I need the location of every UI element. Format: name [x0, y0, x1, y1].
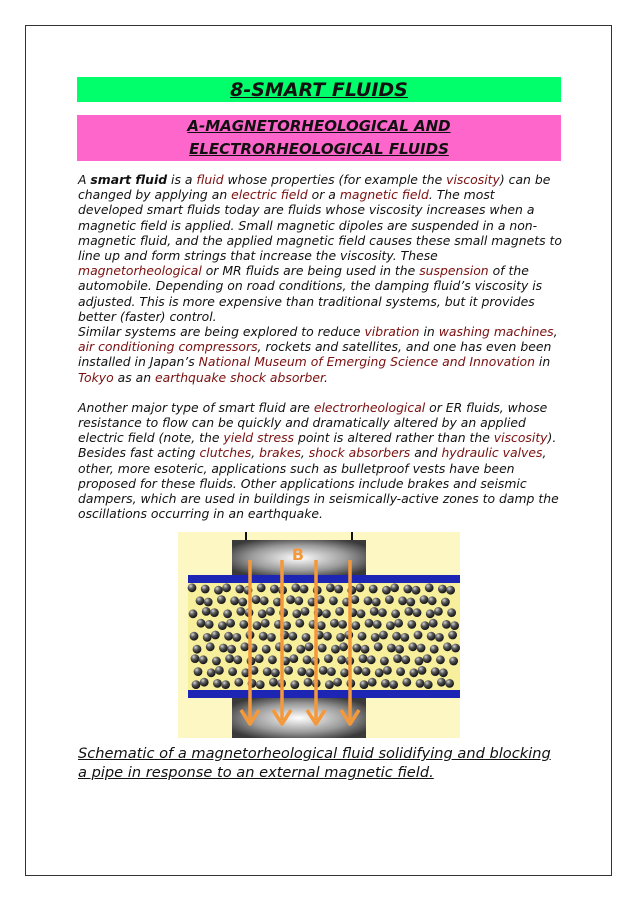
link-tokyo[interactable]: Tokyo	[78, 369, 114, 385]
magnetic-particle	[353, 666, 362, 675]
magnetic-particle	[333, 678, 342, 687]
magnetic-particle	[215, 666, 224, 675]
magnetic-particle	[340, 668, 349, 677]
link-clutches[interactable]: clutches	[199, 445, 252, 461]
magnetic-particle	[271, 668, 280, 677]
link-brakes[interactable]: brakes	[259, 445, 301, 461]
magnetic-particle	[395, 645, 404, 654]
magnetic-particle	[373, 620, 382, 629]
magnetic-particle	[426, 609, 435, 618]
magnetic-particle	[381, 679, 390, 688]
magnetic-particle	[387, 644, 396, 653]
magnetic-particle	[396, 667, 405, 676]
magnetic-particle	[359, 654, 368, 663]
magnetic-particle	[199, 655, 208, 664]
magnetic-particle	[364, 596, 373, 605]
link-suspension[interactable]: suspension	[419, 263, 489, 279]
magnetic-particle	[371, 633, 380, 642]
magnetic-particle	[337, 655, 346, 664]
magnetic-particle	[424, 680, 433, 689]
text-run: .	[323, 369, 328, 385]
magnetic-particle	[213, 679, 222, 688]
magnetic-particle	[372, 598, 381, 607]
magnetic-particle	[401, 655, 410, 664]
schematic-svg	[178, 532, 460, 738]
magnetic-particle	[225, 654, 234, 663]
magnetic-particle	[431, 667, 440, 676]
magnetic-particle	[327, 667, 336, 676]
text-run: ,	[300, 445, 309, 461]
magnetic-particle	[430, 645, 439, 654]
magnetic-particle	[283, 644, 292, 653]
magnetic-particle	[305, 642, 314, 651]
magnetic-particle	[257, 583, 266, 592]
magnetic-particle	[284, 666, 293, 675]
magnetic-particle	[288, 632, 297, 641]
text-run: point is altered rather than the	[294, 430, 494, 446]
link-air-conditioning-compressors[interactable]: air conditioning compressors	[78, 339, 258, 355]
magnetic-particle	[302, 633, 311, 642]
text-run: , other, more esoteric, applications such as bulletproof vests have been proposed for these fluids. Other applications include brakes and seismic dampers, which are used in buildings in seismically-active zones to damp the oscillations occurring in an earthquake.	[78, 445, 559, 522]
link-shock-absorbers[interactable]: shock absorbers	[308, 445, 411, 461]
link-hydraulic-valves[interactable]: hydraulic valves	[441, 445, 543, 461]
text-run: or MR fluids are being used in the	[201, 263, 420, 279]
magnetic-particle	[202, 607, 211, 616]
magnetic-particle	[201, 585, 210, 594]
text-run: Similar systems are being explored to reduce	[78, 324, 365, 340]
magnetic-particle	[233, 655, 242, 664]
magnetic-particle	[390, 583, 399, 592]
magnetic-particle	[391, 609, 400, 618]
section-subtitle-line2: ELECTRORHEOLOGICAL FLUIDS	[189, 140, 449, 158]
magnetic-particle	[190, 632, 199, 641]
magnetic-particle	[219, 644, 228, 653]
magnetic-particle	[398, 596, 407, 605]
magnetic-particle	[446, 586, 455, 595]
magnetic-particle	[442, 620, 451, 629]
magnetic-particle	[409, 668, 418, 677]
magnetic-particle	[261, 619, 270, 628]
body-text	[78, 172, 562, 521]
magnetic-particle	[361, 645, 370, 654]
text-run: in	[534, 354, 551, 370]
magnetic-particle	[439, 668, 448, 677]
magnetic-particle	[365, 619, 374, 628]
text-run: ) can be changed by applying an	[78, 172, 551, 203]
magnetic-particle	[236, 607, 245, 616]
magnetic-particle	[260, 596, 269, 605]
magnetic-particle	[295, 619, 304, 628]
magnetic-particle	[205, 620, 214, 629]
magnetic-particle	[382, 586, 391, 595]
link-fluid[interactable]: fluid	[196, 172, 224, 187]
magnetic-particle	[445, 679, 454, 688]
magnetic-particle	[441, 598, 450, 607]
magnetic-particle	[357, 609, 366, 618]
magnetic-particle	[324, 654, 333, 663]
magnetic-particle	[451, 644, 460, 653]
magnetic-particle	[210, 608, 219, 617]
magnetic-particle	[222, 583, 231, 592]
magnetic-particle	[362, 667, 371, 676]
magnetic-particle	[192, 680, 201, 689]
link-viscosity[interactable]: viscosity	[446, 172, 500, 187]
magnetic-particle	[351, 621, 360, 630]
magnetic-particle	[306, 668, 315, 677]
magnetic-particle	[206, 642, 215, 651]
magnetic-particle	[294, 596, 303, 605]
text-run: is a	[167, 172, 197, 187]
magnetic-particle	[259, 632, 268, 641]
magnetic-particle	[331, 645, 340, 654]
magnetic-particle	[338, 620, 347, 629]
magnetic-particle	[447, 608, 456, 617]
paragraph-applications	[78, 324, 562, 385]
magnetic-particle	[269, 678, 278, 687]
magnetic-particle	[289, 654, 298, 663]
magnetic-particle	[221, 680, 230, 689]
magnetic-particle	[330, 619, 339, 628]
magnetic-particle	[226, 619, 235, 628]
magnetic-particle	[267, 633, 276, 642]
magnetic-particle	[339, 642, 348, 651]
text-run: as an	[113, 369, 156, 385]
magnetic-particle	[197, 619, 206, 628]
magnetic-particle	[323, 632, 332, 641]
link-electrorheological[interactable]: electrorheological	[313, 399, 426, 415]
page-title-text: 8-SMART FLUIDS	[230, 79, 408, 101]
magnetic-particle	[304, 678, 313, 687]
text-run: or a	[307, 187, 340, 203]
magnetic-particle	[235, 585, 244, 594]
magnetic-particle	[266, 607, 275, 616]
magnetic-particle	[318, 644, 327, 653]
magnetic-particle	[256, 680, 265, 689]
magnetic-particle	[227, 645, 236, 654]
magnetic-particle	[262, 645, 271, 654]
magnetic-particle	[393, 654, 402, 663]
magnetic-particle	[194, 667, 203, 676]
magnetic-particle	[402, 678, 411, 687]
magnetic-particle	[335, 607, 344, 616]
magnetic-particle	[196, 596, 205, 605]
link-earthquake-shock-absorber[interactable]: earthquake shock absorber	[155, 369, 324, 385]
magnetic-particle	[240, 642, 249, 651]
magnetic-particle	[369, 585, 378, 594]
magnetic-particle	[403, 585, 412, 594]
magnetic-particle	[263, 667, 272, 676]
magnetic-particle	[427, 632, 436, 641]
magnetic-particle	[301, 607, 310, 616]
magnetic-particle	[374, 642, 383, 651]
magnetic-particle	[394, 619, 403, 628]
magnetic-particle	[415, 657, 424, 666]
field-label: B	[291, 545, 305, 564]
magnetic-particle	[370, 607, 379, 616]
link-museum[interactable]: National Museum of Emerging Science and Innovation	[198, 354, 535, 370]
magnetic-particle	[228, 667, 237, 676]
figure-caption: Schematic of a magnetorheological fluid solidifying and blocking a pipe in response to an external magnetic field.	[78, 745, 551, 781]
magnetic-particle	[191, 654, 200, 663]
magnetic-particle	[203, 633, 212, 642]
magnetic-particle	[290, 680, 299, 689]
text-run: A	[78, 172, 91, 187]
magnetic-particle	[239, 620, 248, 629]
magnetic-particle	[435, 633, 444, 642]
magnetic-particle	[193, 645, 202, 654]
magnetic-particle	[252, 595, 261, 604]
text-run: in	[419, 324, 439, 340]
link-viscosity-2[interactable]: viscosity	[493, 430, 548, 446]
magnetic-particle	[400, 633, 409, 642]
magnetic-particle	[356, 583, 365, 592]
magnetic-particle	[224, 632, 233, 641]
link-magnetorheological[interactable]: magnetorheological	[78, 263, 202, 279]
magnetic-particle	[329, 596, 338, 605]
magnetic-particle	[352, 644, 361, 653]
magnetic-particle	[383, 666, 392, 675]
magnetic-particle	[270, 585, 279, 594]
magnetic-particle	[286, 595, 295, 604]
paragraph-er-fluids	[78, 400, 562, 522]
text-run: whose properties (for example the	[223, 172, 447, 187]
magnetic-particle	[428, 596, 437, 605]
magnetic-particle	[211, 631, 220, 640]
magnetic-particle	[334, 585, 343, 594]
magnetic-particle	[300, 585, 309, 594]
magnetic-particle	[408, 642, 417, 651]
magnetic-particle	[420, 595, 429, 604]
magnetic-particle	[448, 631, 457, 640]
magnetic-particle	[436, 655, 445, 664]
magnetic-particle	[207, 668, 216, 677]
magnetic-particle	[379, 631, 388, 640]
magnetic-particle	[418, 666, 427, 675]
magnetic-particle	[449, 657, 458, 666]
link-washing-machines[interactable]: washing machines	[438, 324, 554, 340]
magnetic-particle	[296, 645, 305, 654]
magnetic-particle	[386, 621, 395, 630]
mr-fluid-schematic	[178, 532, 460, 738]
text-run: and	[410, 445, 442, 461]
magnetic-particle	[380, 657, 389, 666]
magnetic-particle	[429, 619, 438, 628]
magnetic-particle	[319, 666, 328, 675]
magnetic-particle	[317, 621, 326, 630]
magnetic-particle	[238, 598, 247, 607]
magnetic-particle	[385, 595, 394, 604]
magnetic-particle	[291, 583, 300, 592]
link-vibration[interactable]: vibration	[364, 324, 420, 340]
magnetic-particle	[212, 657, 221, 666]
link-yield-stress[interactable]: yield stress	[223, 430, 295, 446]
magnetic-particle	[217, 595, 226, 604]
pipe-wall-top	[188, 575, 460, 583]
section-subtitle-line1: A-MAGNETORHEOLOGICAL AND	[187, 117, 451, 135]
magnetic-particle	[404, 607, 413, 616]
text-run: . The most developed smart fluids today are fluids whose viscosity increases when a magnetic field is applied. Small magnetic dipoles are suspended in a non-magnetic fluid, and the applied magnetic field causes these small magnets to line up and form strings that increase the viscosity. These	[78, 187, 562, 264]
link-electric-field[interactable]: electric field	[231, 187, 308, 203]
magnetic-particle	[268, 655, 277, 664]
magnetic-particle	[416, 679, 425, 688]
magnetic-particle	[218, 621, 227, 630]
magnetic-particle	[392, 632, 401, 641]
magnetic-particle	[204, 598, 213, 607]
magnetic-particle	[375, 668, 384, 677]
magnetic-particle	[378, 608, 387, 617]
text-run: , rockets and satellites, and one has even been installed in Japan’s	[78, 339, 552, 370]
magnetic-particle	[255, 654, 264, 663]
text-run: ,	[251, 445, 260, 461]
magnetic-particle	[230, 596, 239, 605]
text-run: ). Besides fast acting	[78, 430, 557, 461]
magnetic-particle	[368, 678, 377, 687]
magnetic-particle	[450, 621, 459, 630]
text-run: or ER fluids, whose resistance to flow can be quickly and dramatically altered by an applied electric field (note, the	[78, 399, 548, 446]
magnetic-particle	[389, 680, 398, 689]
magnetic-particle	[437, 678, 446, 687]
magnetic-particle	[438, 585, 447, 594]
magnetic-particle	[367, 655, 376, 664]
magnetic-particle	[325, 680, 334, 689]
magnetic-particle	[407, 620, 416, 629]
magnetic-particle	[292, 609, 301, 618]
magnetic-particle	[303, 655, 312, 664]
magnetic-particle	[423, 654, 432, 663]
bold-term: smart fluid	[90, 172, 168, 187]
magnetic-particle	[412, 586, 421, 595]
magnetic-particle	[322, 609, 331, 618]
magnetic-particle	[417, 644, 426, 653]
text-run: of the automobile. Depending on road conditions, the damping fluid’s viscosity is adjusted. This is more expensive than traditional systems, but it provides better (faster) control.	[78, 263, 543, 324]
magnetic-particle	[188, 583, 197, 592]
magnetic-particle	[326, 583, 335, 592]
magnetic-particle	[425, 583, 434, 592]
magnetic-particle	[358, 632, 367, 641]
magnetic-particle	[258, 609, 267, 618]
text-run: Another major type of smart fluid are	[78, 399, 314, 415]
page-title	[77, 77, 561, 102]
magnetic-particle	[360, 680, 369, 689]
text-run: ,	[553, 324, 558, 340]
magnetic-particle	[443, 642, 452, 651]
magnetic-particle	[297, 667, 306, 676]
magnetic-particle	[414, 631, 423, 640]
magnetic-particle	[253, 621, 262, 630]
link-magnetic-field[interactable]: magnetic field	[339, 187, 429, 203]
magnetic-particle	[214, 586, 223, 595]
magnetic-particle	[232, 633, 241, 642]
magnetic-particle	[200, 678, 209, 687]
paragraph-smart-fluid	[78, 172, 562, 324]
magnetic-particle	[413, 608, 422, 617]
magnetic-particle	[406, 598, 415, 607]
magnetic-particle	[189, 609, 198, 618]
magnetic-particle	[421, 621, 430, 630]
magnetic-particle	[336, 633, 345, 642]
pipe-wall-bottom	[188, 690, 460, 698]
section-subtitle	[77, 115, 561, 161]
magnetic-particle	[434, 607, 443, 616]
magnetic-particle	[234, 678, 243, 687]
magnetic-particle	[223, 609, 232, 618]
